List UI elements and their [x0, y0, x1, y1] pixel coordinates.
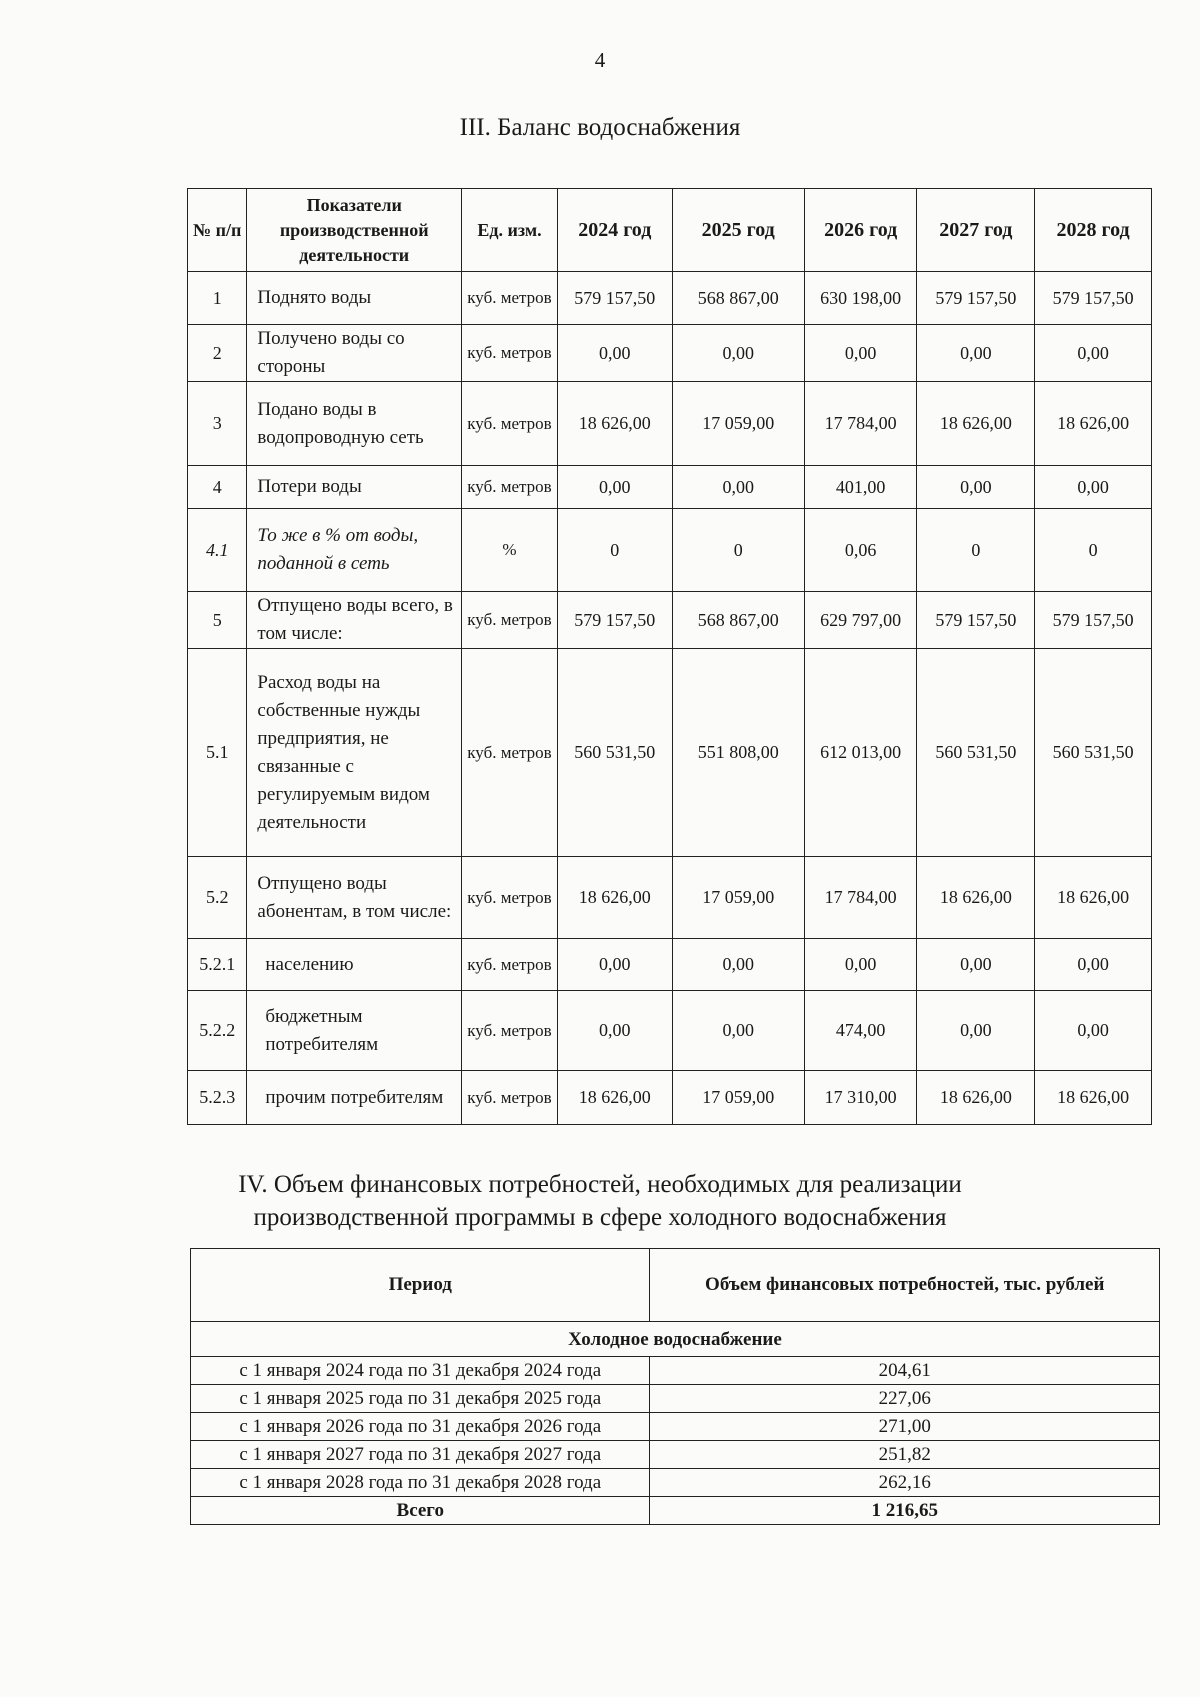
cell-value: 18 626,00: [917, 382, 1035, 466]
header-unit: Ед. изм.: [462, 189, 558, 272]
row-num: 1: [188, 272, 247, 325]
cell-value: 560 531,50: [1035, 649, 1152, 857]
cell-value: 0: [557, 509, 672, 592]
cell-value: 568 867,00: [672, 592, 804, 649]
amount-cell: 227,06: [650, 1385, 1160, 1413]
water-balance-table: [187, 188, 1152, 1125]
cell-value: 0,00: [672, 991, 804, 1071]
cell-value: 17 059,00: [672, 1071, 804, 1125]
cell-value: 579 157,50: [557, 272, 672, 325]
cell-value: 579 157,50: [1035, 592, 1152, 649]
cell-value: 18 626,00: [917, 1071, 1035, 1125]
cell-value: 401,00: [804, 466, 917, 509]
cell-value: 612 013,00: [804, 649, 917, 857]
section-label: Холодное водоснабжение: [191, 1322, 1160, 1357]
row-unit: куб. метров: [462, 592, 558, 649]
cell-value: 0,00: [672, 939, 804, 991]
amount-cell: 271,00: [650, 1413, 1160, 1441]
cell-value: 0,00: [557, 991, 672, 1071]
table-row: [188, 939, 1152, 991]
cell-value: 0,00: [557, 325, 672, 382]
table-row: [191, 1413, 1160, 1441]
table-row: [188, 649, 1152, 857]
row-unit: куб. метров: [462, 939, 558, 991]
cell-value: 18 626,00: [1035, 1071, 1152, 1125]
cell-value: 629 797,00: [804, 592, 917, 649]
row-unit: %: [462, 509, 558, 592]
cell-value: 0,00: [672, 466, 804, 509]
total-amount: 1 216,65: [650, 1497, 1160, 1525]
header-year-2024: 2024 год: [557, 189, 672, 272]
row-unit: куб. метров: [462, 991, 558, 1071]
cell-value: 560 531,50: [917, 649, 1035, 857]
row-num: 5.2.2: [188, 991, 247, 1071]
row-name: Подано воды в водопроводную сеть: [247, 382, 462, 466]
section-4-title: [0, 1168, 1200, 1234]
cell-value: 0,00: [804, 939, 917, 991]
cell-value: 0: [672, 509, 804, 592]
cell-value: 579 157,50: [1035, 272, 1152, 325]
row-name: Получено воды со стороны: [247, 325, 462, 382]
total-label: Всего: [191, 1497, 650, 1525]
header-year-2025: 2025 год: [672, 189, 804, 272]
cell-value: 0,00: [557, 466, 672, 509]
cell-value: 0: [1035, 509, 1152, 592]
table-row: [188, 509, 1152, 592]
section-3-title: III. Баланс водоснабжения: [459, 114, 741, 141]
row-num: 4.1: [188, 509, 247, 592]
cell-value: 630 198,00: [804, 272, 917, 325]
finance-header-row: [191, 1249, 1160, 1322]
cell-value: 579 157,50: [917, 592, 1035, 649]
period-cell: с 1 января 2024 года по 31 декабря 2024 года: [191, 1357, 650, 1385]
table-row: [188, 991, 1152, 1071]
cell-value: 18 626,00: [1035, 857, 1152, 939]
cell-value: 18 626,00: [557, 857, 672, 939]
period-cell: с 1 января 2027 года по 31 декабря 2027 года: [191, 1441, 650, 1469]
cell-value: 0,06: [804, 509, 917, 592]
table-row: [188, 272, 1152, 325]
cell-value: 17 784,00: [804, 382, 917, 466]
row-name: То же в % от воды, поданной в сеть: [247, 509, 462, 592]
table-row: [188, 382, 1152, 466]
table-row: [191, 1469, 1160, 1497]
cell-value: 0,00: [1035, 466, 1152, 509]
row-num: 5.2: [188, 857, 247, 939]
cell-value: 17 310,00: [804, 1071, 917, 1125]
cell-value: 0,00: [917, 991, 1035, 1071]
header-year-2026: 2026 год: [804, 189, 917, 272]
row-name: прочим потребителям: [247, 1071, 462, 1125]
page-number: 4: [594, 48, 606, 72]
balance-header-row: [188, 189, 1152, 272]
cell-value: 551 808,00: [672, 649, 804, 857]
row-unit: куб. метров: [462, 649, 558, 857]
period-cell: с 1 января 2025 года по 31 декабря 2025 года: [191, 1385, 650, 1413]
row-unit: куб. метров: [462, 325, 558, 382]
cell-value: 17 784,00: [804, 857, 917, 939]
header-period: Период: [191, 1249, 650, 1322]
header-num: № п/п: [188, 189, 247, 272]
cell-value: 18 626,00: [1035, 382, 1152, 466]
table-row: [188, 325, 1152, 382]
cell-value: 474,00: [804, 991, 917, 1071]
header-amount: Объем финансовых потребностей, тыс. рублей: [650, 1249, 1160, 1322]
row-num: 4: [188, 466, 247, 509]
row-unit: куб. метров: [462, 382, 558, 466]
financial-needs-table: [190, 1248, 1160, 1525]
row-unit: куб. метров: [462, 857, 558, 939]
header-year-2027: 2027 год: [917, 189, 1035, 272]
cell-value: 0,00: [557, 939, 672, 991]
amount-cell: 262,16: [650, 1469, 1160, 1497]
row-unit: куб. метров: [462, 466, 558, 509]
cell-value: 0,00: [917, 939, 1035, 991]
period-cell: с 1 января 2026 года по 31 декабря 2026 года: [191, 1413, 650, 1441]
amount-cell: 251,82: [650, 1441, 1160, 1469]
cell-value: 0,00: [804, 325, 917, 382]
cell-value: 0,00: [1035, 939, 1152, 991]
cell-value: 579 157,50: [557, 592, 672, 649]
cell-value: 0,00: [917, 466, 1035, 509]
table-row: [191, 1357, 1160, 1385]
cell-value: 18 626,00: [557, 1071, 672, 1125]
row-num: 3: [188, 382, 247, 466]
cell-value: 560 531,50: [557, 649, 672, 857]
row-name: Отпущено воды абонентам, в том числе:: [247, 857, 462, 939]
cell-value: 17 059,00: [672, 382, 804, 466]
cell-value: 18 626,00: [557, 382, 672, 466]
total-row: [191, 1497, 1160, 1525]
table-row: [188, 592, 1152, 649]
row-name: Потери воды: [247, 466, 462, 509]
row-unit: куб. метров: [462, 1071, 558, 1125]
table-row: [191, 1441, 1160, 1469]
row-name: Поднято воды: [247, 272, 462, 325]
table-row: [188, 857, 1152, 939]
row-name: бюджетным потребителям: [247, 991, 462, 1071]
cell-value: 0: [917, 509, 1035, 592]
row-num: 5: [188, 592, 247, 649]
cell-value: 568 867,00: [672, 272, 804, 325]
row-num: 5.1: [188, 649, 247, 857]
cell-value: 579 157,50: [917, 272, 1035, 325]
row-name: Расход воды на собственные нужды предприятия, не связанные с регулируемым видом деятельности: [247, 649, 462, 857]
period-cell: с 1 января 2028 года по 31 декабря 2028 года: [191, 1469, 650, 1497]
section-4-title-line-2: производственной программы в сфере холодного водоснабжения: [253, 1204, 947, 1231]
cell-value: 0,00: [1035, 325, 1152, 382]
table-row: [191, 1385, 1160, 1413]
cell-value: 0,00: [917, 325, 1035, 382]
row-num: 5.2.1: [188, 939, 247, 991]
row-num: 2: [188, 325, 247, 382]
cell-value: 18 626,00: [917, 857, 1035, 939]
row-name: Отпущено воды всего, в том числе:: [247, 592, 462, 649]
cell-value: 0,00: [1035, 991, 1152, 1071]
row-unit: куб. метров: [462, 272, 558, 325]
header-indicator: Показатели производственной деятельности: [247, 189, 462, 272]
table-row: [188, 466, 1152, 509]
table-row: [188, 1071, 1152, 1125]
finance-section-row: [191, 1322, 1160, 1357]
row-num: 5.2.3: [188, 1071, 247, 1125]
cell-value: 17 059,00: [672, 857, 804, 939]
amount-cell: 204,61: [650, 1357, 1160, 1385]
header-year-2028: 2028 год: [1035, 189, 1152, 272]
cell-value: 0,00: [672, 325, 804, 382]
row-name: населению: [247, 939, 462, 991]
section-4-title-line-1: IV. Объем финансовых потребностей, необходимых для реализации: [238, 1171, 962, 1198]
